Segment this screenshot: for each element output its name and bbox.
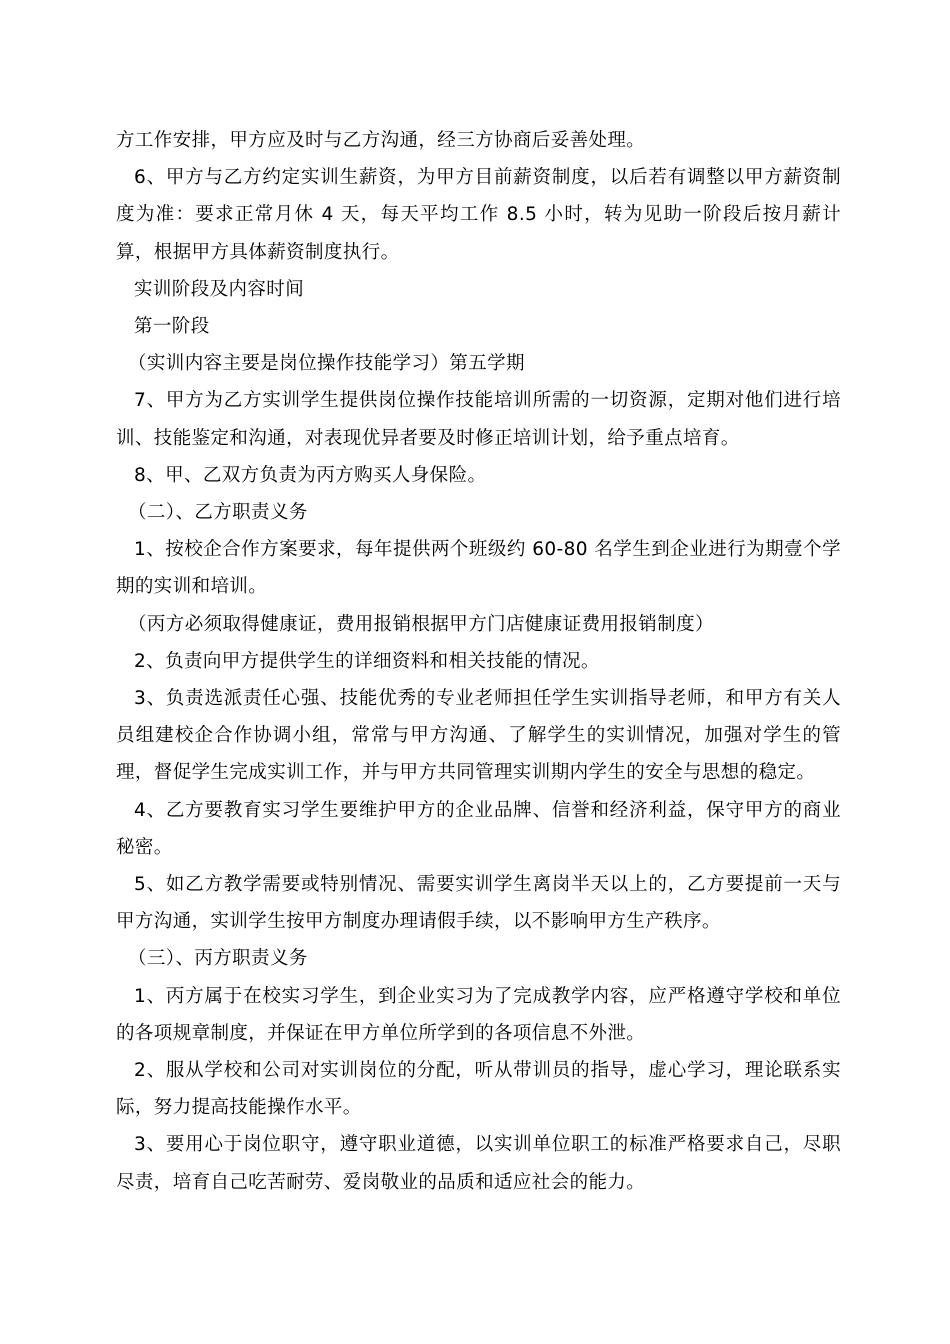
paragraph-party-b-item-1: 1、按校企合作方案要求，每年提供两个班级约 60-80 名学生到企业进行为期壹个学期的实训和培训。 — [116, 539, 841, 598]
section-heading-party-c: （三）、丙方职责义务 — [128, 948, 308, 970]
paragraph-continuation: 方工作安排，甲方应及时与乙方沟通，经三方协商后妥善处理。 — [116, 130, 646, 151]
document-body — [116, 122, 841, 1201]
paragraph-party-b-item-5: 5、如乙方教学需要或特别情况、需要实训学生离岗半天以上的，乙方要提前一天与甲方沟通，实训学生按甲方制度办理请假手续，以不影响甲方生产秩序。 — [116, 874, 841, 933]
paragraph-party-c-item-2: 2、服从学校和公司对实训岗位的分配，听从带训员的指导，虚心学习，理论联系实际，努力提高技能操作水平。 — [116, 1060, 841, 1119]
paragraph-party-c-item-1: 1、丙方属于在校实习学生，到企业实习为了完成教学内容，应严格遵守学校和单位的各项规章制度，并保证在甲方单位所学到的各项信息不外泄。 — [116, 985, 841, 1044]
paragraph-party-b-item-3: 3、负责选派责任心强、技能优秀的专业老师担任学生实训指导老师，和甲方有关人员组建校企合作协调小组，常常与甲方沟通、了解学生的实训情况，加强对学生的管理，督促学生完成实训工作，并与甲方共同管理实训期内学生的安全与思想的稳定。 — [116, 688, 841, 784]
paragraph-party-c-item-3: 3、要用心于岗位职守，遵守职业道德，以实训单位职工的标准严格要求自己，尽职尽责，培育自己吃苦耐劳、爱岗敬业的品质和适应社会的能力。 — [116, 1134, 841, 1193]
paragraph-item-8: 8、甲、乙双方负责为丙方购买人身保险。 — [134, 464, 487, 486]
paragraph-stage-title: 实训阶段及内容时间 — [134, 278, 305, 300]
paragraph-party-b-item-2: 2、负责向甲方提供学生的详细资料和相关技能的情况。 — [134, 650, 600, 672]
paragraph-stage-one-content: （实训内容主要是岗位操作技能学习）第五学期 — [128, 353, 525, 375]
paragraph-item-6: 6、甲方与乙方约定实训生薪资，为甲方目前薪资制度，以后若有调整以甲方薪资制度为准：要求正常月休 4 天，每天平均工作 8.5 小时，转为见助一阶段后按月薪计算，根据甲方具体薪资制度执行。 — [116, 167, 841, 263]
section-heading-party-b: （二）、乙方职责义务 — [128, 502, 308, 524]
paragraph-party-b-item-4: 4、乙方要教育实习学生要维护甲方的企业品牌、信誉和经济利益，保守甲方的商业秘密。 — [116, 799, 841, 858]
paragraph-party-b-note: （丙方必须取得健康证，费用报销根据甲方门店健康证费用报销制度） — [128, 613, 714, 635]
paragraph-stage-one: 第一阶段 — [134, 316, 210, 338]
paragraph-item-7: 7、甲方为乙方实训学生提供岗位操作技能培训所需的一切资源，定期对他们进行培训、技能鉴定和沟通，对表现优异者要及时修正培训计划，给予重点培育。 — [116, 390, 841, 449]
